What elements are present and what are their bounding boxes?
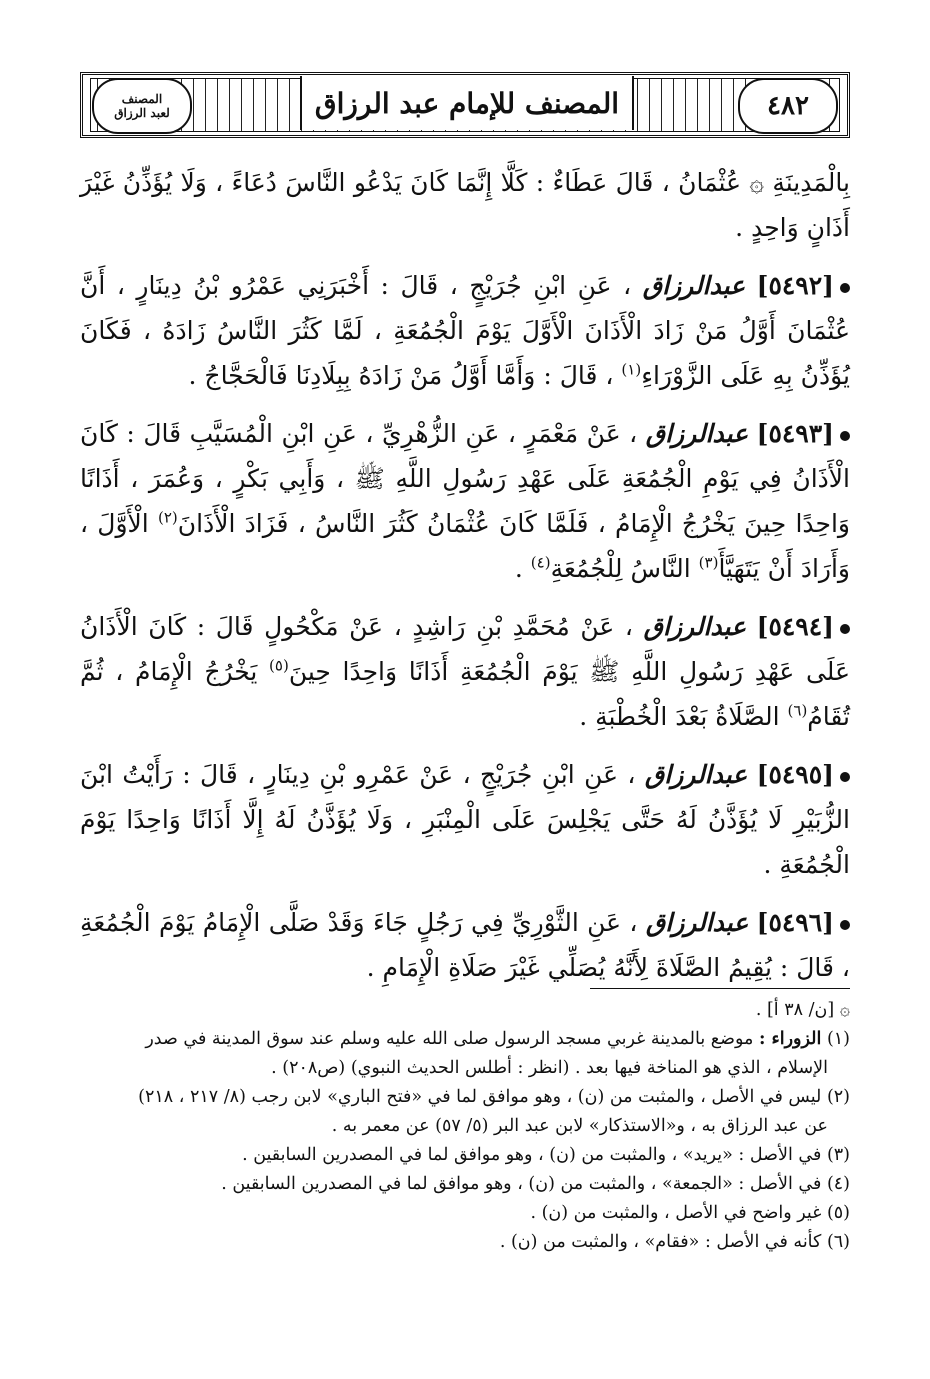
footnote-1 [80, 1025, 850, 1054]
logo-line1: المصنف [121, 92, 163, 106]
bullet-icon [840, 920, 850, 930]
footnote-ref: (١) [621, 360, 642, 379]
book-logo-icon [92, 78, 192, 134]
footnote-1-cont: الإسلام ، الذي هو المناخة فيها بعد . (انظر : أطلس الحديث النبوي) (ص٢٠٨) . [271, 1058, 828, 1078]
footnote-5 [80, 1199, 850, 1228]
hadith-text: النَّاسُ لِلْجُمُعَةِ [550, 554, 691, 583]
hadith-text: ، قَالَ : وَأَمَّا أَوَّلُ مَنْ زَادَهُ بِبِلَادِنَا فَالْحَجَّاجُ . [188, 361, 614, 390]
footnote-ref: (٥) [269, 656, 289, 675]
footnote-text: غير واضح في الأصل ، والمثبت من (ن) . [530, 1203, 822, 1223]
hadith-number: [٥٤٩٦] [756, 908, 835, 937]
footnote-ref: (٢) [157, 508, 178, 527]
hadith-5494 [80, 604, 850, 739]
hadith-text: ، عَنِ ابْنِ جُرَيْجٍ ، قَالَ : أَخْبَرَنِي عَمْرُو بْنُ دِينَارٍ ، أَنَّ عُثْمَانَ أَوَّلُ مَنْ زَادَ الْأَذَانَ الْأَوَّلَ يَوْمَ الْجُمُعَةِ ، لَمَّا كَثُرَ النَّاسُ زَادَهُ ، فَكَانَ يُؤَذِّنُ بِهِ عَلَى الزَّوْرَاءِ [80, 271, 850, 390]
footnote-divider [590, 988, 850, 989]
page-header [80, 72, 850, 138]
footnote-label: (١) [826, 1029, 850, 1049]
hadith-5495 [80, 752, 850, 887]
footnote-6 [80, 1228, 850, 1257]
manuscript-reference: ۞ [ن/ ٣٨ أ] . [755, 1000, 850, 1020]
intro-paragraph: بِالْمَدِينَةِ ۞ عُثْمَانُ ، قَالَ عَطَاءٌ : كَلَّا إِنَّمَا كَانَ يَدْعُو النَّاسَ دُعَاءً ، وَلَا يُؤَذِّنُ غَيْرَ أَذَانٍ وَاحِدٍ . [80, 168, 850, 242]
footnote-term: الزوراء : [758, 1029, 822, 1049]
footnote-ref: (٦) [787, 701, 808, 720]
hadith-author: عبدالرزاق [645, 419, 749, 448]
hadith-5493 [80, 411, 850, 591]
hadith-number: [٥٤٩٥] [756, 760, 835, 789]
footnote-text: موضع بالمدينة غربي مسجد الرسول صلى الله عليه وسلم عند سوق المدينة في صدر [145, 1029, 754, 1049]
hadith-number: [٥٤٩٢] [756, 271, 835, 300]
hadith-author: عبدالرزاق [642, 271, 746, 300]
hadith-text: ، عَنِ الثَّوْرِيِّ فِي رَجُلٍ جَاءَ وَقَدْ صَلَّى الْإِمَامُ يَوْمَ الْجُمُعَةِ ، قَالَ : يُقِيمُ الصَّلَاةَ لِأَنَّهُ يُصَلِّي غَيْرَ صَلَاةِ الْإِمَامِ . [80, 908, 850, 982]
hadith-number: [٥٤٩٤] [756, 612, 834, 641]
main-text [80, 160, 850, 1003]
hadith-5492 [80, 263, 850, 398]
footnote-label: (٤) [826, 1174, 850, 1194]
footnote-label: (٣) [826, 1145, 850, 1165]
footnote-ref: (٣) [698, 553, 719, 572]
footnote-text: في الأصل : «يريد» ، والمثبت من (ن) ، وهو موافق لما في المصدرين السابقين . [242, 1145, 822, 1165]
footnote-label: (٢) [826, 1087, 850, 1107]
hadith-text: يَخْرُجُ الْإِمَامُ ، ثُمَّ تُقَامُ [80, 657, 850, 731]
hadith-text: . [514, 554, 523, 583]
hadith-author: عبدالرزاق [644, 760, 748, 789]
footnote-4 [80, 1170, 850, 1199]
footnote-ref: (٤) [530, 553, 551, 572]
footnote-2-cont: عن عبد الرزاق به ، و«الاستذكار» لابن عبد البر (٥/ ٥٧) عن معمر به . [331, 1116, 828, 1136]
hadith-author: عبدالرزاق [645, 908, 749, 937]
footnote-text: في الأصل : «الجمعة» ، والمثبت من (ن) ، وهو موافق لما في المصدرين السابقين . [221, 1174, 822, 1194]
hadith-number: [٥٤٩٣] [756, 419, 834, 448]
hadith-text: ، عَنِ ابْنِ جُرَيْجٍ ، عَنْ عَمْرِو بْنِ دِينَارٍ ، قَالَ : رَأَيْتُ ابْنَ الزُّبَيْرِ لَا يُؤَذَّنُ لَهُ حَتَّى يَجْلِسَ عَلَى الْمِنْبَرِ ، وَلَا يُؤَذَّنُ لَهُ إِلَّا أَذَانًا وَاحِدًا يَوْمَ الْجُمُعَةِ . [80, 760, 850, 879]
footnote-text: ليس في الأصل ، والمثبت من (ن) ، وهو موافق لما في «فتح الباري» لابن رجب (٨/ ٢١٧ ، ٢١٨) [138, 1087, 822, 1107]
bullet-icon [840, 283, 850, 293]
book-title: المصنف للإمام عبد الرزاق [300, 76, 634, 130]
footnote-2 [80, 1083, 850, 1112]
footnotes [80, 996, 850, 1257]
page-number: ٤٨٢ [738, 78, 838, 134]
hadith-5496 [80, 900, 850, 990]
logo-line2: لعبد الرزاق [114, 106, 170, 120]
hadith-text: ، عَنْ مَعْمَرٍ ، عَنِ الزُّهْرِيِّ ، عَنِ ابْنِ الْمُسَيَّبِ قَالَ : كَانَ الْأَذَانُ فِي يَوْمِ الْجُمُعَةِ عَلَى عَهْدِ رَسُولِ اللَّهِ ﷺ ، وَأَبِي بَكْرٍ ، وَعُمَرَ ، أَذَانًا وَاحِدًا حِينَ يَخْرُجُ الْإِمَامُ ، فَلَمَّا كَانَ عُثْمَانُ كَثُرَ النَّاسُ ، فَزَادَ الْأَذَانَ [80, 419, 850, 538]
bullet-icon [840, 772, 850, 782]
footnote-label: (٥) [826, 1203, 850, 1223]
hadith-author: عبدالرزاق [643, 612, 746, 641]
hadith-text: ، عَنْ مُحَمَّدِ بْنِ رَاشِدٍ ، عَنْ مَكْحُولٍ قَالَ : كَانَ الْأَذَانُ عَلَى عَهْدِ رَسُولِ اللَّهِ ﷺ يَوْمَ الْجُمُعَةِ أَذَانًا وَاحِدًا حِينَ [80, 612, 851, 686]
footnote-3 [80, 1141, 850, 1170]
footnote-text: كأنه في الأصل : «فقام» ، والمثبت من (ن) . [499, 1232, 822, 1252]
bullet-icon [840, 624, 850, 634]
hadith-text: الصَّلَاةُ بَعْدَ الْخُطْبَةِ . [579, 702, 780, 731]
bullet-icon [840, 431, 850, 441]
hadith-text: الْأَوَّلَ ، وَأَرَادَ أَنْ يَتَهَيَّأَ [80, 509, 850, 583]
footnote-label: (٦) [826, 1232, 850, 1252]
